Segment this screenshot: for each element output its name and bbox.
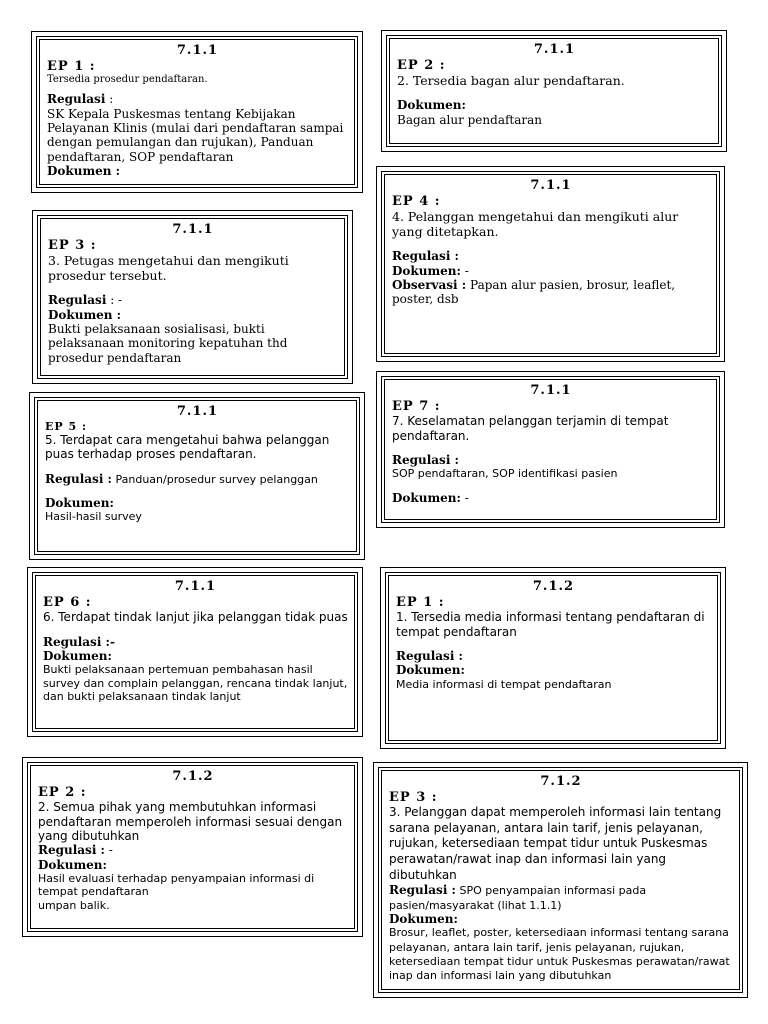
dokumen-value: Bukti pelaksanaan pertemuan pembahasan hasil survey dan complain pelanggan, rencana tindak lanjut, dan bukti pelaksanaan tindak lanjut [43, 663, 348, 703]
standard-code: 7.1.1 [172, 222, 214, 237]
regulasi-label: Regulasi : [389, 883, 456, 898]
standard-code: 7.1.1 [176, 404, 219, 419]
dokumen-label: Dokumen: [392, 490, 461, 505]
regulasi-value: SK Kepala Puskesmas tentang Kebijakan Pelayanan Klinis (mulai dari pendaftaran sampai dengan pemulangan dan rujukan), Panduan pendaftaran, SOP pendaftaran [47, 106, 344, 164]
card-7-1-1-ep3 [37, 215, 348, 379]
ep-number: EP 3 : [389, 789, 438, 805]
ep-item: 2. Tersedia bagan alur pendaftaran. [397, 73, 625, 89]
card-7-1-1-ep4 [381, 171, 720, 357]
ep-number: EP 7 : [392, 398, 441, 414]
ep-item: Tersedia prosedur pendaftaran. [47, 74, 208, 86]
standard-code: 7.1.2 [172, 769, 214, 784]
ep-number: EP 6 : [43, 594, 92, 610]
dokumen-value: - [460, 490, 469, 505]
regulasi-value: - [104, 843, 113, 858]
dokumen-label: Dokumen : [48, 307, 122, 322]
regulasi-sep: : [105, 92, 114, 107]
regulasi-label: Regulasi : [45, 471, 112, 486]
ep-number: EP 2 : [38, 784, 87, 800]
ep-number: EP 1 : [47, 58, 96, 74]
observasi-value: Papan alur pasien, brosur, leaflet, poster, dsb [392, 277, 676, 307]
standard-code: 7.1.1 [530, 383, 572, 398]
ep-item: 1. Tersedia media informasi tentang pendaftaran di tempat pendaftaran [396, 610, 705, 639]
ep-number: EP 3 : [48, 237, 97, 253]
card-7-1-1-ep1 [36, 36, 358, 188]
card-7-1-1-ep2 [386, 35, 722, 147]
standard-code: 7.1.2 [540, 774, 582, 789]
ep-item: 2. Semua pihak yang membutuhkan informasi pendaftaran memperoleh informasi sesuai dengan yang dibutuhkan [38, 800, 343, 843]
dokumen-value: Bukti pelaksanaan sosialisasi, bukti pelaksanaan monitoring kepatuhan thd prosedur pendaftaran [48, 321, 288, 365]
ep-item: 7. Keselamatan pelanggan terjamin di tempat pendaftaran. [392, 414, 669, 443]
regulasi-value: SPO penyampaian informasi pada pasien/masyarakat (lihat 1.1.1) [389, 884, 647, 912]
dokumen-label: Dokumen: [45, 495, 114, 510]
card-7-1-1-ep7 [381, 376, 720, 523]
regulasi-label: Regulasi :- [43, 634, 115, 649]
regulasi-value: SOP pendaftaran, SOP identifikasi pasien [392, 467, 618, 481]
regulasi-value: Panduan/prosedur survey pelanggan [111, 472, 318, 486]
regulasi-label: Regulasi : [396, 648, 463, 663]
card-7-1-2-ep3 [378, 767, 743, 993]
standard-code: 7.1.1 [533, 42, 576, 57]
dokumen-value: Hasil evaluasi terhadap penyampaian informasi di tempat pendaftaran [38, 872, 315, 899]
regulasi-label: Regulasi : [392, 249, 459, 264]
card-7-1-1-ep5 [34, 397, 360, 555]
dokumen-value: Bagan alur pendaftaran [397, 112, 543, 127]
dokumen-value: Media informasi di tempat pendaftaran [396, 677, 612, 691]
dokumen-label: Dokumen: [392, 263, 461, 278]
dokumen-label: Dokumen: [396, 663, 465, 678]
ep-item: 5. Terdapat cara mengetahui bahwa pelanggan puas terhadap proses pendaftaran. [45, 432, 330, 462]
standard-code: 7.1.1 [176, 43, 219, 58]
dokumen-label: Dokumen: [397, 98, 466, 113]
ep-number: EP 4 : [392, 193, 441, 209]
ep-number: EP 5 : [45, 419, 88, 433]
dokumen-value: Brosur, leaflet, poster, ketersediaan informasi tentang sarana pelayanan, antara lain tarif, jenis pelayanan, rujukan, ketersediaan tempat tidur untuk Puskesmas perawatan/rawat inap dan informasi lain yang dibutuhkan [389, 926, 730, 983]
card-7-1-1-ep6 [32, 572, 358, 732]
ep-number: EP 2 : [397, 57, 446, 73]
ep-item: 6. Terdapat tindak lanjut jika pelanggan tidak puas [43, 610, 348, 625]
card-7-1-2-ep2 [27, 762, 358, 932]
regulasi-label: Regulasi [47, 92, 106, 107]
standard-code: 7.1.2 [532, 579, 575, 594]
observasi-label: Observasi : [392, 277, 467, 292]
card-7-1-2-ep1 [385, 572, 721, 744]
ep-item: 4. Pelanggan mengetahui dan mengikuti alur yang ditetapkan. [392, 209, 679, 240]
standard-code: 7.1.1 [530, 178, 572, 193]
ep-item: 3. Petugas mengetahui dan mengikuti prosedur tersebut. [48, 253, 289, 284]
dokumen-label: Dokumen: [389, 911, 458, 926]
dokumen-label: Dokumen: [43, 648, 112, 663]
regulasi-label: Regulasi : [392, 452, 459, 467]
regulasi-value: : - [106, 293, 123, 308]
regulasi-label: Regulasi : [38, 843, 105, 858]
dokumen-value: Hasil-hasil survey [45, 510, 142, 524]
dokumen-value-extra: umpan balik. [38, 898, 110, 912]
ep-item: 3. Pelanggan dapat memperoleh informasi lain tentang sarana pelayanan, antara lain tarif, jenis pelayanan, rujukan, ketersediaan tempat tidur untuk Puskesmas perawatan/rawat inap dan informasi lain yang dibutuhkan [389, 805, 722, 882]
dokumen-value: - [460, 263, 469, 278]
ep-number: EP 1 : [396, 594, 445, 610]
dokumen-label: Dokumen : [47, 164, 121, 179]
dokumen-label: Dokumen: [38, 857, 107, 872]
standard-code: 7.1.1 [174, 579, 217, 594]
regulasi-label: Regulasi [48, 293, 107, 308]
